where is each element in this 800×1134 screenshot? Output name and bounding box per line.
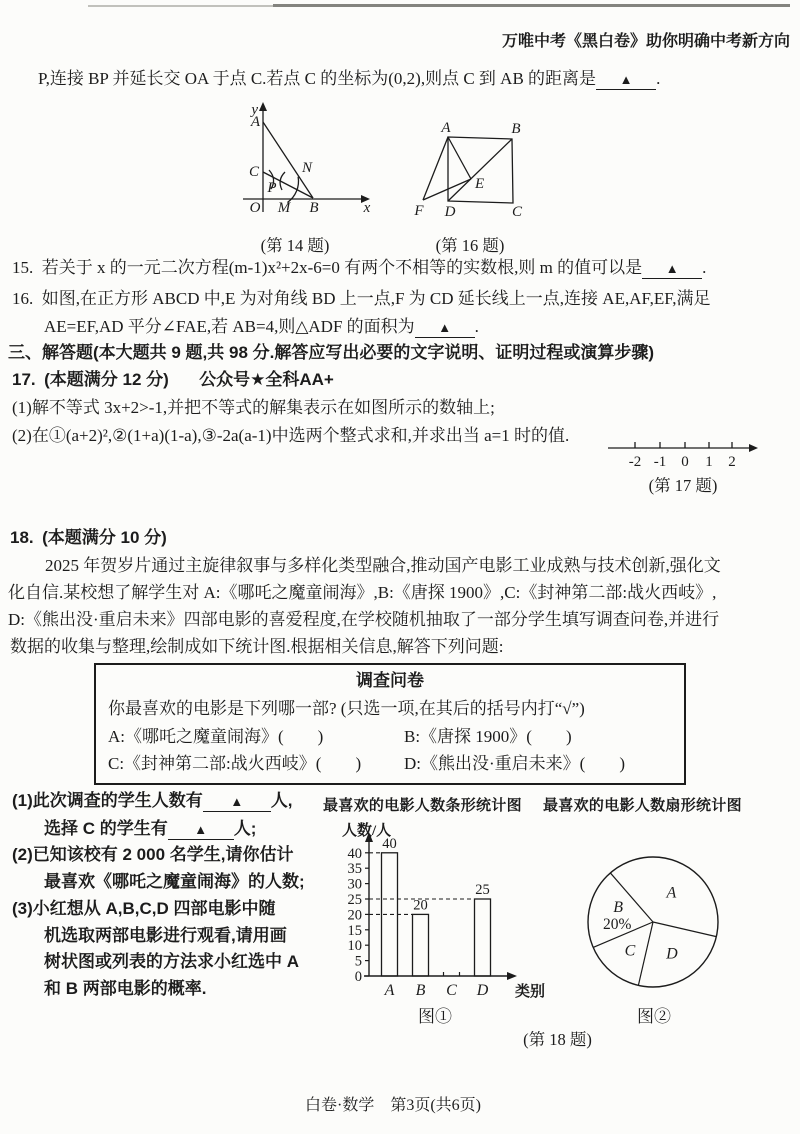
fig14-label-y: y xyxy=(251,102,258,118)
svg-text:10: 10 xyxy=(347,938,362,955)
intro-text: P,连接 BP 并延长交 OA 于点 C.若点 C 的坐标为(0,2),则点 C 到 AB 的距离是 xyxy=(38,69,597,88)
watermark-text: 公众号★全科AA+ xyxy=(199,370,334,389)
svg-text:A: A xyxy=(384,982,395,999)
q18-para-line1: 2025 年贺岁片通过主旋律叙事与多样化类型融合,推动国产电影工业成熟与技术创新,强化文 xyxy=(45,556,721,575)
survey-question: 你最喜欢的电影是下列哪一部? (只选一项,在其后的括号内打“√”) xyxy=(108,699,585,718)
answer-blank: ▲ xyxy=(596,73,656,90)
survey-box xyxy=(94,663,686,785)
question-16-line1: 16. 如图,在正方形 ABCD 中,E 为对角线 BD 上一点,F 为 CD 延长线上一点,连接 AE,AF,EF,满足 xyxy=(12,289,711,308)
scan-artifact-line-dark xyxy=(273,4,790,7)
pie-chart-caption: 图② xyxy=(637,1007,671,1026)
pie-chart-title: 最喜欢的电影人数扇形统计图 xyxy=(543,797,742,814)
numberline-tick--2: -2 xyxy=(628,454,642,470)
fig14-label-P: P xyxy=(267,180,277,196)
svg-text:30: 30 xyxy=(347,876,362,893)
numberline-tick-2: 2 xyxy=(728,454,736,470)
fig16-label-B: B xyxy=(511,121,521,137)
question-17-part2: (2)在①(a+2)²,②(1+a)(1-a),③-2a(a-1)中选两个整式求和,并求出当 a=1 时的值. xyxy=(12,426,570,445)
question-15: 15. 若关于 x 的一元二次方程(m-1)x²+2x-6=0 有两个不相等的实数根,则 m 的值可以是 ▲ . xyxy=(12,258,707,277)
fig16-label-E: E xyxy=(475,176,485,192)
fig14-label-O: O xyxy=(249,200,261,216)
question-18-header: 18. (本题满分 10 分) xyxy=(10,528,167,547)
intro-line: P,连接 BP 并延长交 OA 于点 C.若点 C 的坐标为(0,2),则点 C 到 AB 的距离是 ▲ . xyxy=(38,69,661,88)
bar-chart-title: 最喜欢的电影人数条形统计图 xyxy=(323,797,522,814)
scan-artifact-line-light xyxy=(88,5,273,7)
answer-blank: ▲ xyxy=(642,262,702,279)
fig14-label-A: A xyxy=(250,114,260,130)
fig14-caption: (第 14 题) xyxy=(260,236,330,255)
q18-part1-line2: 选择 C 的学生有 ▲ 人; xyxy=(44,819,257,838)
q18-part3-line2: 机选取两部电影进行观看,请用画 xyxy=(44,926,287,945)
q18-part2-line1: (2)已知该校有 2 000 名学生,请你估计 xyxy=(12,845,294,864)
svg-text:0: 0 xyxy=(354,969,362,985)
question-16-line2: AE=EF,AD 平分∠FAE,若 AB=4,则△ADF 的面积为 ▲ . xyxy=(44,317,479,336)
fig16-label-C: C xyxy=(511,204,523,220)
svg-text:C: C xyxy=(446,982,457,999)
figure-q16 xyxy=(400,115,535,220)
fig16-label-F: F xyxy=(414,203,424,219)
fig16-label-D: D xyxy=(444,204,456,220)
survey-option-a: A:《哪吒之魔童闹海》( ) xyxy=(108,727,324,746)
svg-text:40: 40 xyxy=(382,835,397,852)
svg-text:B: B xyxy=(415,982,426,999)
q18-para-line4: 数据的收集与整理,绘制成如下统计图.根据相关信息,解答下列问题: xyxy=(10,637,504,656)
answer-blank: ▲ xyxy=(203,795,271,812)
svg-text:35: 35 xyxy=(347,861,362,878)
survey-option-b: B:《唐探 1900》( ) xyxy=(404,727,572,746)
fig16-caption: (第 16 题) xyxy=(435,236,505,255)
svg-text:25: 25 xyxy=(347,892,362,908)
section3-header: 三、解答题(本大题共 9 题,共 98 分.解答应写出必要的文字说明、证明过程或演算步骤) xyxy=(8,343,655,362)
svg-text:40: 40 xyxy=(347,845,362,862)
q18-part3-line3: 树状图或列表的方法求小红选中 A xyxy=(44,952,299,971)
q18-para-line3: D:《熊出没·重启未来》四部电影的喜爱程度,在学校随机抽取了一部分学生填写调查问卷,并进行 xyxy=(8,610,720,629)
numberline-tick--1: -1 xyxy=(653,454,667,470)
q18-part3-line1: (3)小红想从 A,B,C,D 四部电影中随 xyxy=(12,899,276,918)
answer-blank: ▲ xyxy=(415,321,475,338)
q18-part2-line2: 最喜欢《哪吒之魔童闹海》的人数; xyxy=(44,872,305,891)
figure-q17-numberline xyxy=(600,436,770,474)
svg-text:C: C xyxy=(624,942,636,960)
svg-text:D: D xyxy=(476,982,489,999)
svg-text:25: 25 xyxy=(475,882,490,898)
svg-text:20: 20 xyxy=(347,907,362,924)
svg-text:20: 20 xyxy=(413,897,428,914)
bar-chart-caption: 图① xyxy=(418,1007,452,1026)
fig16-label-A: A xyxy=(441,120,451,136)
fig18-caption: (第 18 题) xyxy=(523,1030,592,1049)
svg-text:B: B xyxy=(613,898,624,916)
svg-text:15: 15 xyxy=(347,922,362,939)
survey-title: 调查问卷 xyxy=(356,671,424,690)
fig14-label-M: M xyxy=(277,200,291,216)
fig14-label-N: N xyxy=(301,160,313,176)
fig14-label-B: B xyxy=(309,200,319,216)
pie-chart xyxy=(585,853,725,993)
fig17-caption: (第 17 题) xyxy=(648,476,718,495)
fig14-label-C: C xyxy=(248,164,259,180)
numberline-tick-1: 1 xyxy=(705,454,713,470)
svg-text:A: A xyxy=(666,884,677,902)
header-slogan: 万唯中考《黑白卷》助你明确中考新方向 xyxy=(501,33,790,50)
svg-text:人数/人: 人数/人 xyxy=(342,823,392,839)
q18-part3-line4: 和 B 两部电影的概率. xyxy=(44,979,207,998)
question-17-header: 17. (本题满分 12 分) 公众号★全科AA+ xyxy=(12,370,334,389)
svg-text:20%: 20% xyxy=(602,915,632,933)
fig14-label-x: x xyxy=(363,200,371,216)
numberline-tick-0: 0 xyxy=(681,454,689,470)
page-footer: 白卷·数学 第3页(共6页) xyxy=(305,1097,481,1114)
svg-text:D: D xyxy=(666,945,678,963)
svg-text:类别: 类别 xyxy=(514,984,546,1000)
svg-text:5: 5 xyxy=(354,953,362,970)
survey-option-c: C:《封神第二部:战火西岐》( ) xyxy=(108,754,362,773)
q18-part1-line1: (1)此次调查的学生人数有 ▲ 人, xyxy=(12,791,293,810)
q18-para-line2: 化自信.某校想了解学生对 A:《哪吒之魔童闹海》,B:《唐探 1900》,C:《封神第二部:战火西岐》, xyxy=(8,583,717,602)
answer-blank: ▲ xyxy=(168,823,234,840)
question-17-part1: (1)解不等式 3x+2>-1,并把不等式的解集表示在如图所示的数轴上; xyxy=(12,398,495,417)
survey-option-d: D:《熊出没·重启未来》( ) xyxy=(404,754,625,773)
figure-q14 xyxy=(222,100,374,228)
